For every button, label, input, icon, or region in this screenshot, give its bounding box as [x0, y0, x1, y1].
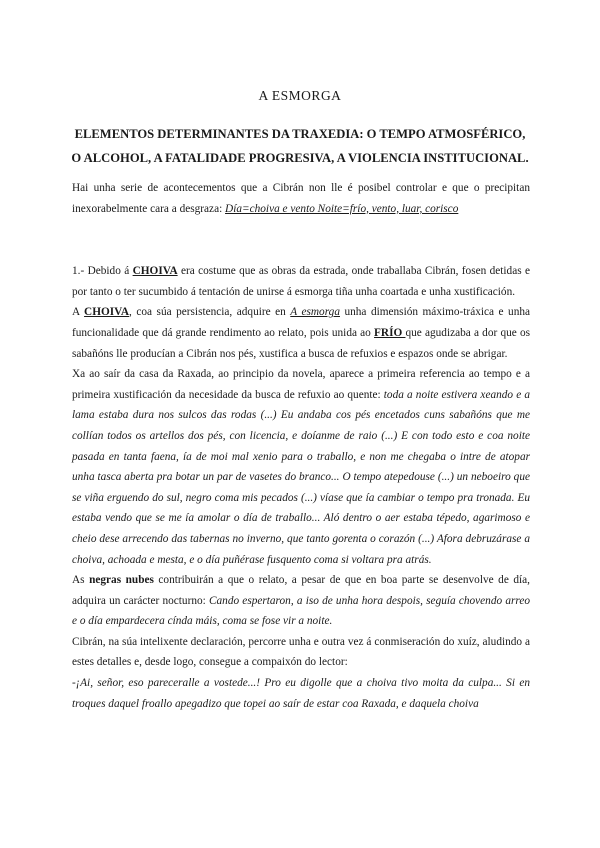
p4-text-a: As: [72, 574, 90, 587]
intro-summary: Día=choiva e vento Noite=frío, vento, luar, corisco: [225, 202, 459, 215]
paragraph-2: [72, 302, 530, 364]
paragraph-5: Cibrán, na súa intelixente declaración, percorre unha e outra vez á conmiseración do xuíz, aludindo a estes detalles e, desde logo, consegue a compaixón do lector:: [72, 635, 530, 669]
p2-text-d: que agudizaba a dor que os sabañóns lle producían a Cibrán nos pés, xustifica a busca de refuxios e espazos onde se abrigar.: [72, 326, 530, 360]
page-title: A ESMORGA: [258, 88, 342, 103]
p2-book-title: A esmorga: [290, 306, 340, 319]
paragraph-3: [72, 364, 530, 570]
page-subtitle: ELEMENTOS DETERMINANTES DA TRAXEDIA: O TEMPO ATMOSFÉRICO, O ALCOHOL, A FATALIDADE PROGRESIVA, A VIOLENCIA INSTITUCIONAL.: [71, 127, 529, 165]
p2-text-a: A: [72, 306, 85, 319]
paragraph-1: [72, 261, 530, 302]
p2-text-b: , coa súa persistencia, adquire en: [129, 306, 291, 319]
p2-text-c: unha dimensión máximo-tráxica e unha funcionalidade que dá grande rendimento ao relato, pois unida ao: [72, 306, 531, 339]
p1-text-a: 1.- Debido á: [72, 265, 133, 278]
p1-keyword-choiva: CHOIVA: [132, 265, 178, 278]
p3-text-a: Xa ao saír da casa da Raxada, ao principio da novela, aparece a primeira referencia ao tempo e a primeira xustificación da necesidade da busca de refuxio ao quente:: [72, 368, 530, 401]
paragraph-6-quote: -¡Ai, señor, eso pareceralle a vostede...! Pro eu digolle que a choiva tivo moita da culpa... Si en troques daquel froallo apegadizo que topei ao saír de estar coa Raxada, e daquela choiva: [72, 677, 530, 710]
p4-text-b: contribuirán a que o relato, a pesar de que en boa parte se desenvolve de día, adquira un carácter nocturno:: [72, 574, 530, 607]
p2-keyword-choiva: CHOIVA: [84, 306, 130, 319]
section-spacer: [72, 219, 530, 261]
paragraph-4: [72, 570, 530, 632]
p3-quote: toda a noite estivera xeando e a lama estaba dura nos sulcos das rodas (...) Eu andaba cos pés encetados cuns sabañóns que me collían todos os artellos dos pés, con licencia, e doíanme de raio (...) E con todo esto e coa noite pasada en tanta faena, ía de moi mal xenio para o traballo, e non me chegaba o intre de atopar unha tasca aberta pra botar un par de vasetes do branco... O tempo atepedouse (...) un neboeiro que se viña erguendo do sul, negro coma mis pecados (...) víase que ía cambiar o tempo pra tronada. Eu estaba vendo que se me ía amolar o día de traballo... Aló dentro o aer estaba tépedo, agarimoso e cheio dese arrecendo das tabernas no inverno, que tanto gorenta o corazón (...) Afora debruzárase a choiva, achoada e mesta, e o día puñérase fusquento coma si voltara pra atrás.: [72, 388, 530, 566]
p4-keyword-nubes: negras nubes: [89, 574, 154, 587]
intro-text: Hai unha serie de acontecementos que a Cibrán non lle é posibel controlar e que o precipitan inexorabelmente cara a desgraza:: [72, 182, 530, 215]
p1-text-b: era costume que as obras da estrada, onde traballaba Cibrán, fosen detidas e por tanto o ter sucumbido á tentación de unirse á esmorga tiña unha coartada e unha xustificación.: [72, 265, 530, 298]
p4-quote: Cando espertaron, a iso de unha hora despois, seguía chovendo arreo e o día empardecera cínda máis, coma se fose vir a noite.: [72, 594, 531, 628]
p2-keyword-frio: FRÍO: [374, 326, 406, 339]
document-body: [72, 178, 530, 714]
intro-paragraph: [72, 178, 530, 219]
